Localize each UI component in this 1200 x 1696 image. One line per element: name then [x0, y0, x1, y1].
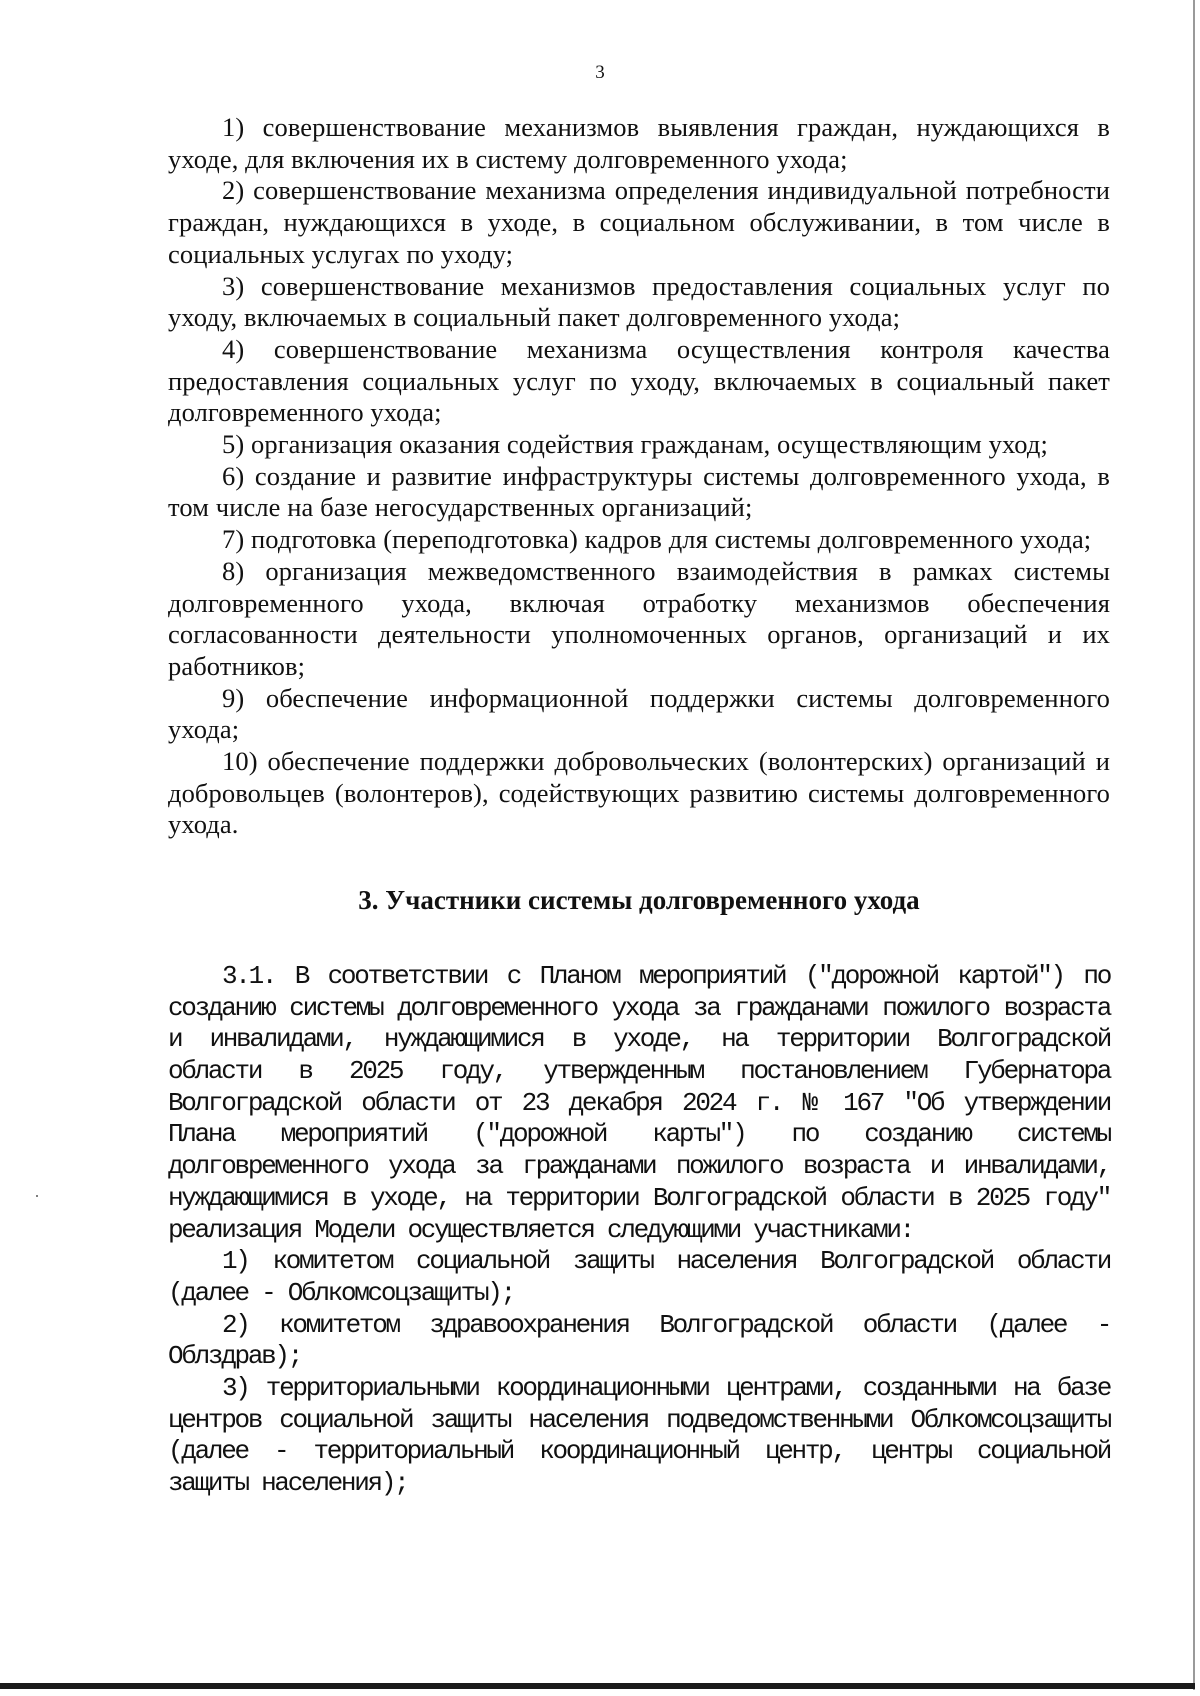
scan-edge-line	[1193, 0, 1195, 1690]
scan-speck	[36, 1195, 38, 1197]
list-item: 3) совершенствование механизмов предоставления социальных услуг по уходу, включаемых в социальный пакет долговременного ухода;	[168, 270, 1110, 333]
list-item: 5) организация оказания содействия гражданам, осуществляющим уход;	[222, 429, 1048, 460]
section-paragraph: 3.1. В соответствии с Планом мероприятий ("дорожной картой") по созданию системы долговременного ухода за гражданами пожилого возраста и инвалидами, нуждающимися в уходе, на территории Волгоградской области в 2025 году, утвержденным постановлением Губернатора Волгоградской области от 23 декабря 2024 г. № 167 "Об утверждении Плана мероприятий ("дорожной карты") по созданию системы долговременного ухода за гражданами пожилого возраста и инвалидами, нуждающимися в уходе, на территории Волгоградской области в 2025 году" реализация Модели осуществляется следующими участниками:	[168, 960, 1110, 1245]
list-item: 8) организация межведомственного взаимодействия в рамках системы долговременного ухода, включая отработку механизмов обеспечения согласованности деятельности уполномоченных органов, организаций и их работников;	[168, 555, 1110, 681]
list-item: 1) комитетом социальной защиты населения Волгоградской области (далее - Облкомсоцзащиты);	[168, 1246, 1110, 1308]
scan-bottom-rule	[0, 1683, 1195, 1689]
list-item: 9) обеспечение информационной поддержки системы долговременного ухода;	[168, 682, 1110, 745]
list-item: 4) совершенствование механизма осуществления контроля качества предоставления социальных услуг по уходу, включаемых в социальный пакет долговременного ухода;	[168, 333, 1110, 428]
list-item: 6) создание и развитие инфраструктуры системы долговременного ухода, в том числе на базе негосударственных организаций;	[168, 460, 1110, 523]
list-item: 10) обеспечение поддержки добровольческих (волонтерских) организаций и добровольцев (волонтеров), содействующих развитию системы долговременного ухода.	[168, 746, 1110, 840]
list-item: 3) территориальными координационными центрами, созданными на базе центров социальной защиты населения подведомственными Облкомсоцзащиты (далее - территориальный координационный центр, центры социальной защиты населения);	[168, 1373, 1110, 1499]
measures-list	[168, 112, 1110, 841]
section-heading: 3. Участники системы долговременного ухода	[358, 885, 920, 916]
list-item: 7) подготовка (переподготовка) кадров для системы долговременного ухода;	[222, 524, 1092, 555]
participants-section	[168, 961, 1110, 1500]
list-item: 1) совершенствование механизмов выявления граждан, нуждающихся в уходе, для включения их в систему долговременного ухода;	[168, 112, 1110, 174]
document-body	[168, 112, 1110, 1500]
list-item: 2) совершенствование механизма определения индивидуальной потребности граждан, нуждающихся в уходе, в социальном обслуживании, в том числе в социальных услугах по уходу;	[168, 175, 1110, 269]
page-number: 3	[595, 62, 605, 83]
list-item: 2) комитетом здравоохранения Волгоградской области (далее - Облздрав);	[168, 1309, 1110, 1372]
